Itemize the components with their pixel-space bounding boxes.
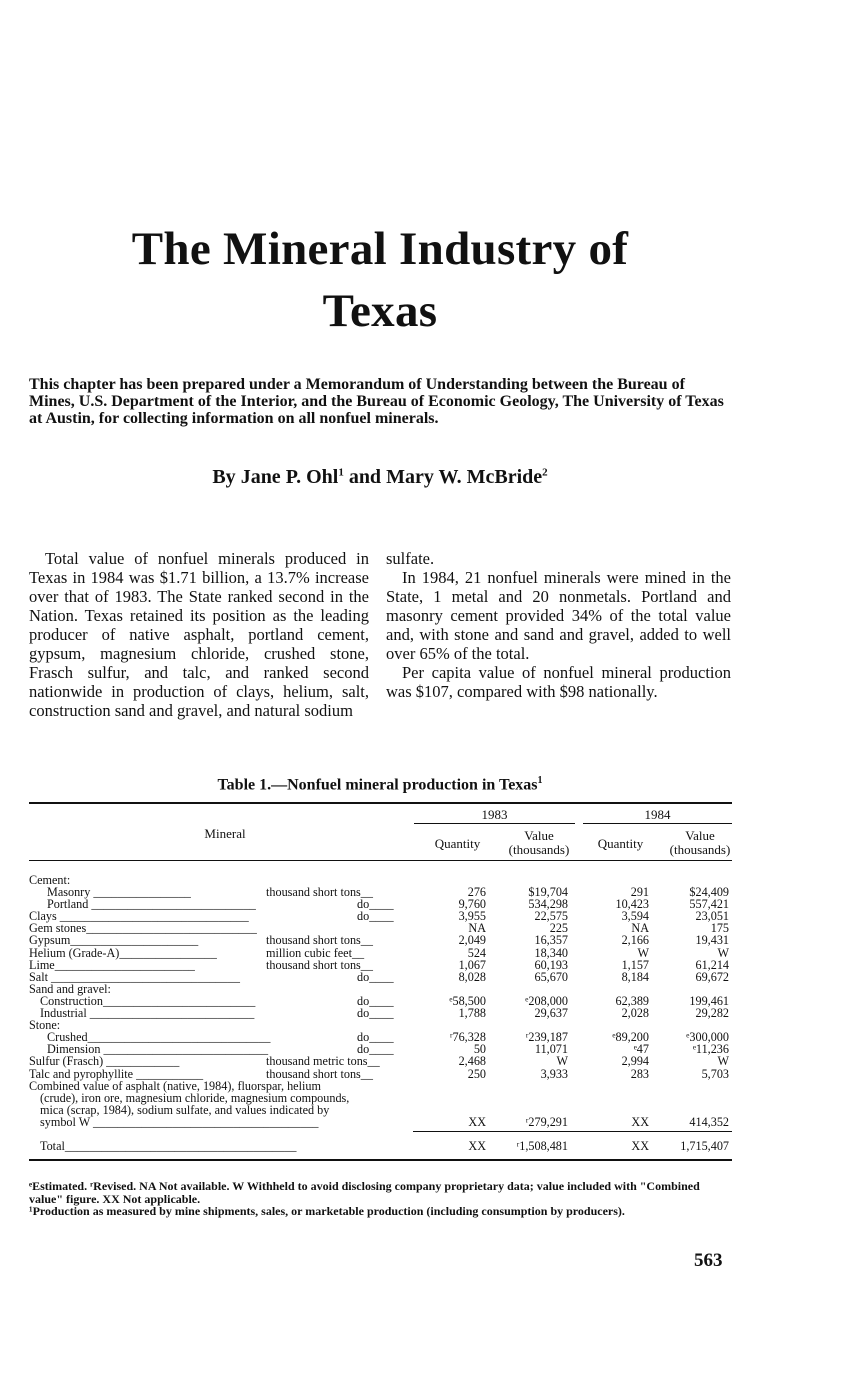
body-paragraph: Per capita value of nonfuel mineral production was $107, compared with $98 nationally. xyxy=(386,663,731,701)
table-row-unit: do____ xyxy=(357,1042,394,1057)
table-cell-v83: 60,193 xyxy=(534,957,568,972)
table-cell-v84: W xyxy=(717,945,729,960)
table-cell-v84: 199,461 xyxy=(689,993,729,1008)
column-header-quantity-1983: Quantity xyxy=(434,836,481,851)
table-header-rule xyxy=(29,860,732,861)
table-cell-v84: 69,672 xyxy=(695,969,729,984)
table-row-label: Industrial ___________________________ xyxy=(40,1006,255,1021)
table-row-label: Clays _______________________________ xyxy=(29,909,249,924)
table-cell-q84: 2,166 xyxy=(621,933,649,948)
table-cell-v83: 534,298 xyxy=(528,897,568,912)
table-cell-v83: 225 xyxy=(549,921,568,936)
table-cell-v83: 3,933 xyxy=(540,1066,568,1081)
table-row xyxy=(29,1007,739,1019)
table-cell-q84: 3,594 xyxy=(621,909,649,924)
table-row-label: Construction_________________________ xyxy=(40,993,256,1008)
column-header-quantity-1984: Quantity xyxy=(597,836,644,851)
table-footnotes xyxy=(29,1180,734,1218)
body-paragraph: sulfate. xyxy=(386,549,435,568)
table-row-label: Salt _______________________________ xyxy=(29,969,240,984)
column-header-value-1984 xyxy=(660,829,740,857)
table-cell-q83: 50 xyxy=(473,1042,486,1057)
table-cell-q84: 2,028 xyxy=(621,1006,649,1021)
table-cell-q84: ᵉ89,200 xyxy=(612,1030,649,1045)
table-cell-v84: 5,703 xyxy=(701,1066,729,1081)
table-row-label: Sand and gravel: xyxy=(29,981,111,996)
table-row-label: Sulfur (Frasch) ____________ xyxy=(29,1054,180,1069)
table-cell-q84: 291 xyxy=(630,885,649,900)
table-cell-q83: ʳ76,328 xyxy=(449,1030,486,1045)
table-cell-v83: 65,670 xyxy=(534,969,568,984)
table-cell-q84: 10,423 xyxy=(615,897,649,912)
table-cell-v84: 557,421 xyxy=(689,897,729,912)
table-row xyxy=(29,1068,739,1080)
table-cell-v84: $24,409 xyxy=(689,885,729,900)
title-line-2: Texas xyxy=(322,285,438,337)
table-cell-v83: 18,340 xyxy=(534,945,568,960)
table-cell-v84: ᵉ300,000 xyxy=(686,1030,729,1045)
intro-paragraph: This chapter has been prepared under a Memorandum of Understanding between the Bureau of Mines, U.S. Department of the Interior, and the Bureau of Economic Geology, The University of Texas at Austin, for collecting information on all nonfuel minerals. xyxy=(29,376,724,427)
value-unit-label: (thousands) xyxy=(669,842,731,857)
table-row-label: Helium (Grade-A)________________ xyxy=(29,945,217,960)
author-1-footnote-mark: 1 xyxy=(338,466,344,479)
year-1983-rule xyxy=(414,823,575,824)
table-cell-v84: W xyxy=(717,1054,729,1069)
table-cell-v83: ʳ1,508,481 xyxy=(516,1138,568,1153)
table-row-total xyxy=(29,1140,739,1152)
combined-value-row xyxy=(29,1116,739,1130)
body-paragraph: In 1984, 21 nonfuel minerals were mined in the State, 1 metal and 20 nonmetals. Portland and masonry cement provided 34% of the total value and, with stone and sand and gravel, added to well over 65% of the total. xyxy=(386,568,731,663)
byline-conjunction: and xyxy=(343,466,387,488)
table-cell-v83: ᵉ208,000 xyxy=(525,993,568,1008)
footnote-production: ¹Production as measured by mine shipments, sales, or marketable production (including consumption by producers). xyxy=(29,1204,625,1218)
table-cell-q83: XX xyxy=(468,1114,486,1129)
table-row-unit: million cubic feet__ xyxy=(266,945,365,960)
column-header-mineral: Mineral xyxy=(204,826,246,841)
table-cell-v84: 61,214 xyxy=(695,957,729,972)
table-cell-q84: 283 xyxy=(630,1066,649,1081)
table-cell-v83: 29,637 xyxy=(534,1006,568,1021)
table-row-label: Cement: xyxy=(29,873,71,887)
table-cell-v83: 11,071 xyxy=(534,1042,568,1057)
footnote-legend: ᵉEstimated. ʳRevised. NA Not available. W Withheld to avoid disclosing company proprietary data; value included with "Combined value" figure. XX Not applicable. xyxy=(29,1179,700,1206)
table-cell-q84: 1,157 xyxy=(621,957,649,972)
table-top-rule xyxy=(29,802,732,804)
table-cell-v84: 29,282 xyxy=(695,1006,729,1021)
table-row xyxy=(29,1055,739,1067)
table-row-unit: do____ xyxy=(357,993,394,1008)
table-cell-v83: ʳ239,187 xyxy=(525,1030,568,1045)
table-cell-v84: 175 xyxy=(710,921,729,936)
table-cell-v84: 19,431 xyxy=(695,933,729,948)
combined-value-label: symbol W _____________________________________ xyxy=(40,1114,319,1129)
table-row-label: Talc and pyrophyllite ___________ xyxy=(29,1066,204,1081)
table-body xyxy=(29,874,739,1161)
combined-value-label: Combined value of asphalt (native, 1984), fluorspar, helium xyxy=(29,1078,321,1093)
byline-prefix: By xyxy=(212,466,241,488)
table-cell-q84: XX xyxy=(631,1138,649,1153)
table-row-unit: thousand short tons__ xyxy=(266,885,373,900)
table-row xyxy=(29,971,739,983)
table-cell-q84: ᵉ47 xyxy=(633,1042,649,1057)
table-cell-q83: 250 xyxy=(467,1066,486,1081)
table-row-label: Dimension ___________________________ xyxy=(47,1042,269,1057)
table-row-unit: do____ xyxy=(357,1030,394,1045)
table-cell-v84: 23,051 xyxy=(695,909,729,924)
combined-value-label: mica (scrap, 1984), sodium sulfate, and values indicated by xyxy=(40,1102,330,1117)
table-row-unit: do____ xyxy=(357,897,394,912)
column-header-value-1983 xyxy=(498,829,580,857)
body-column-right xyxy=(386,549,731,701)
table-cell-q83: 3,955 xyxy=(458,909,486,924)
table-row-label: Portland ___________________________ xyxy=(47,897,256,912)
table-cell-q83: 2,468 xyxy=(458,1054,486,1069)
table-cell-q83: 9,760 xyxy=(458,897,486,912)
table-cell-v83: ʳ279,291 xyxy=(525,1114,568,1129)
table-row-unit: do____ xyxy=(357,1006,394,1021)
table-cell-q83: 2,049 xyxy=(458,933,486,948)
table-cell-v83: $19,704 xyxy=(528,885,568,900)
table-cell-q83: XX xyxy=(468,1138,486,1153)
author-2: Mary W. McBride xyxy=(386,466,543,488)
table-row-unit: do____ xyxy=(357,969,394,984)
table-row-label: Masonry ________________ xyxy=(47,885,191,900)
table-title-footnote-mark: 1 xyxy=(537,775,543,786)
table-row-label: Stone: xyxy=(29,1018,61,1033)
table-cell-v83: W xyxy=(556,1054,568,1069)
table-cell-v83: 22,575 xyxy=(534,909,568,924)
table-row-unit: thousand short tons__ xyxy=(266,933,373,948)
table-cell-q83: ᵉ58,500 xyxy=(449,993,486,1008)
body-column-left xyxy=(29,549,369,720)
table-title-text: Table 1.—Nonfuel mineral production in Texas xyxy=(217,776,538,794)
table-cell-v84: 1,715,407 xyxy=(680,1138,729,1153)
table-cell-q83: 276 xyxy=(467,885,486,900)
table-row-label: Gypsum_____________________ xyxy=(29,933,199,948)
year-1984-rule xyxy=(583,823,732,824)
page-number: 563 xyxy=(694,1250,723,1271)
table-cell-q84: 2,994 xyxy=(621,1054,649,1069)
table-bottom-rule xyxy=(29,1159,732,1161)
table-cell-q83: NA xyxy=(468,921,486,936)
combined-value-row xyxy=(29,1080,739,1092)
table-title xyxy=(0,775,760,794)
table-row-label: Gem stones____________________________ xyxy=(29,921,257,936)
table-row xyxy=(29,947,739,959)
table-cell-q83: 8,028 xyxy=(458,969,486,984)
total-rule xyxy=(413,1131,732,1132)
table-cell-q84: NA xyxy=(631,921,649,936)
table-cell-v83: 16,357 xyxy=(534,933,568,948)
table-cell-q84: 8,184 xyxy=(621,969,649,984)
combined-value-row xyxy=(29,1092,739,1104)
table-cell-v84: 414,352 xyxy=(689,1114,729,1129)
table-row-unit: thousand short tons__ xyxy=(266,1066,373,1081)
table-cell-q83: 1,067 xyxy=(458,957,486,972)
document-title xyxy=(60,218,700,342)
column-header-year-1983: 1983 xyxy=(481,807,508,822)
table-row-label: Crushed______________________________ xyxy=(47,1030,271,1045)
table-row-unit: do____ xyxy=(357,909,394,924)
combined-value-label: (crude), iron ore, magnesium chloride, magnesium compounds, xyxy=(40,1090,350,1105)
title-line-1: The Mineral Industry of xyxy=(131,223,629,275)
value-label: Value xyxy=(685,828,715,843)
table-row-unit: thousand metric tons__ xyxy=(266,1054,380,1069)
column-header-year-1984: 1984 xyxy=(644,807,671,822)
total-label: Total______________________________________ xyxy=(40,1138,297,1153)
value-label: Value xyxy=(524,828,554,843)
table-cell-q84: 62,389 xyxy=(615,993,649,1008)
table-cell-q83: 1,788 xyxy=(458,1006,486,1021)
table-row-unit: thousand short tons__ xyxy=(266,957,373,972)
value-unit-label: (thousands) xyxy=(508,842,570,857)
table-cell-q84: XX xyxy=(631,1114,649,1129)
table-row xyxy=(29,934,739,946)
table-cell-q83: 524 xyxy=(467,945,486,960)
body-paragraph: Total value of nonfuel minerals produced in Texas in 1984 was $1.71 billion, a 13.7% increase over that of 1983. The State ranked second in the Nation. Texas retained its position as the leading producer of native asphalt, portland cement, gypsum, magnesium chloride, crushed stone, Frasch sulfur, and talc, and ranked second nationwide in production of clays, helium, salt, construction sand and gravel, and natural sodium xyxy=(29,549,369,720)
author-2-footnote-mark: 2 xyxy=(542,466,548,479)
table-row-label: Lime_______________________ xyxy=(29,957,195,972)
table-cell-v84: ᵉ11,236 xyxy=(692,1042,729,1057)
table-cell-q84: W xyxy=(637,945,649,960)
byline xyxy=(0,466,760,489)
table-row xyxy=(29,959,739,971)
author-1: Jane P. Ohl xyxy=(240,466,339,488)
